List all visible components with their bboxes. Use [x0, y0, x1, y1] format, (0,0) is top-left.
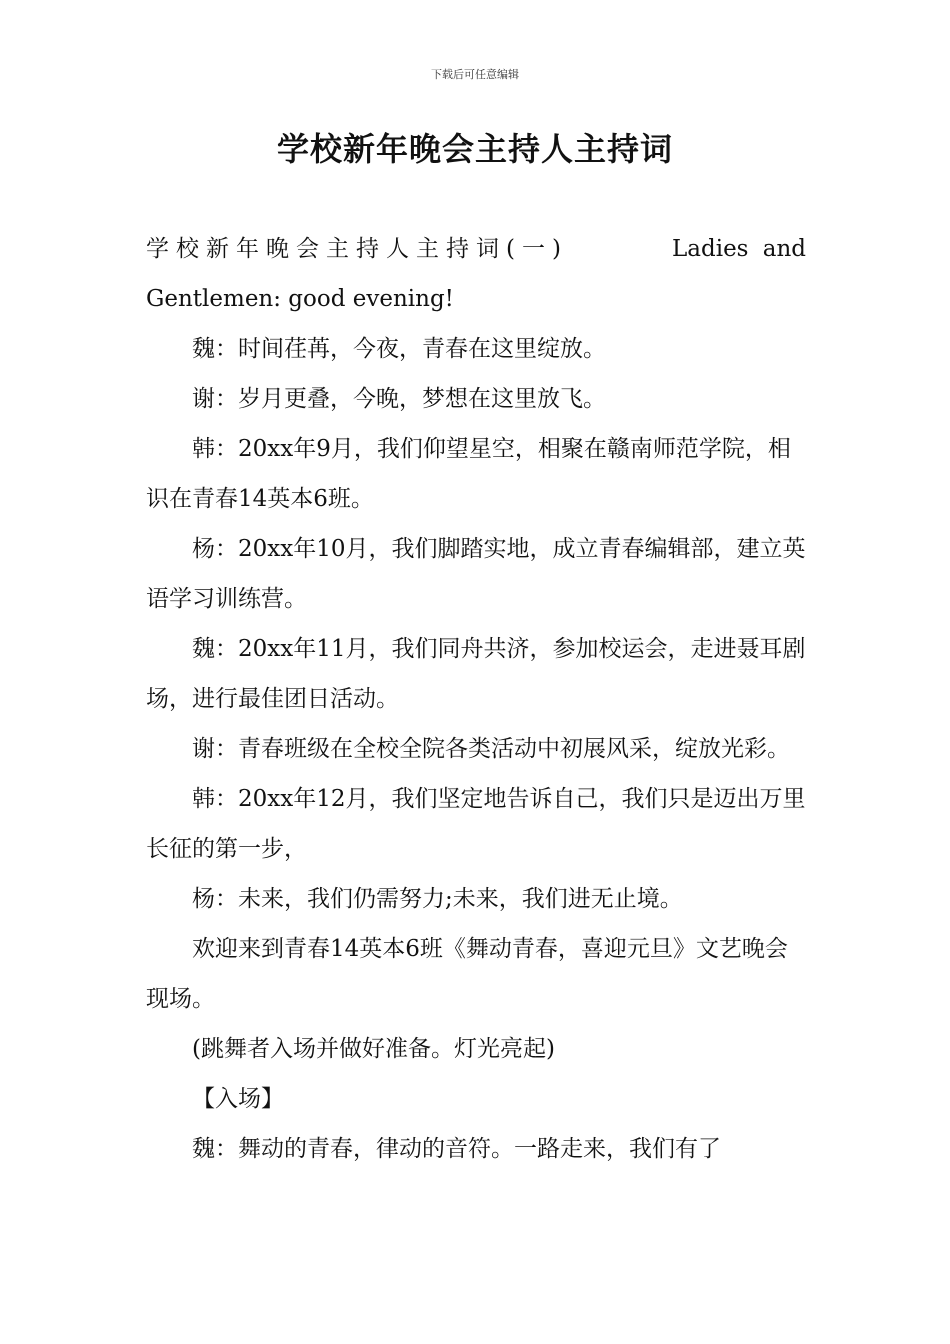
- intro-paragraph: [146, 224, 806, 324]
- document-body: [146, 224, 806, 1174]
- paragraph-5: 魏：20xx年11月，我们同舟共济，参加校运会，走进聂耳剧场，进行最佳团日活动。: [146, 636, 806, 712]
- paragraph-8: 杨：未来，我们仍需努力;未来，我们进无止境。: [192, 886, 683, 912]
- intro-heading: 学校新年晚会主持人主持词(一): [146, 236, 568, 262]
- header-note: 下载后可任意编辑: [431, 68, 519, 81]
- intro-line-2: Gentlemen: good evening!: [146, 286, 454, 312]
- intro-greeting-words: [672, 224, 806, 274]
- paragraph-2: 谢：岁月更叠，今晚，梦想在这里放飞。: [192, 386, 606, 412]
- paragraph-7: 韩：20xx年12月，我们坚定地告诉自己，我们只是迈出万里长征的第一步，: [146, 786, 806, 862]
- paragraph-6: 谢：青春班级在全校全院各类活动中初展风采，绽放光彩。: [192, 736, 790, 762]
- paragraph-1: 魏：时间荏苒，今夜，青春在这里绽放。: [192, 336, 606, 362]
- paragraph-9: 欢迎来到青春14英本6班《舞动青春，喜迎元旦》文艺晚会现场。: [146, 936, 788, 1012]
- paragraph-4: 杨：20xx年10月，我们脚踏实地，成立青春编辑部，建立英语学习训练营。: [146, 536, 806, 612]
- document-title: 学校新年晚会主持人主持词: [276, 130, 673, 168]
- intro-line-1: [146, 224, 806, 274]
- paragraph-11: 【入场】: [192, 1086, 284, 1112]
- paragraph-3: 韩：20xx年9月，我们仰望星空，相聚在赣南师范学院，相识在青春14英本6班。: [146, 436, 791, 512]
- intro-word-ladies: Ladies: [672, 236, 749, 262]
- paragraph-12: 魏：舞动的青春，律动的音符。一路走来，我们有了: [192, 1136, 721, 1162]
- paragraph-10: (跳舞者入场并做好准备。灯光亮起): [192, 1036, 555, 1062]
- intro-word-and: and: [762, 236, 806, 262]
